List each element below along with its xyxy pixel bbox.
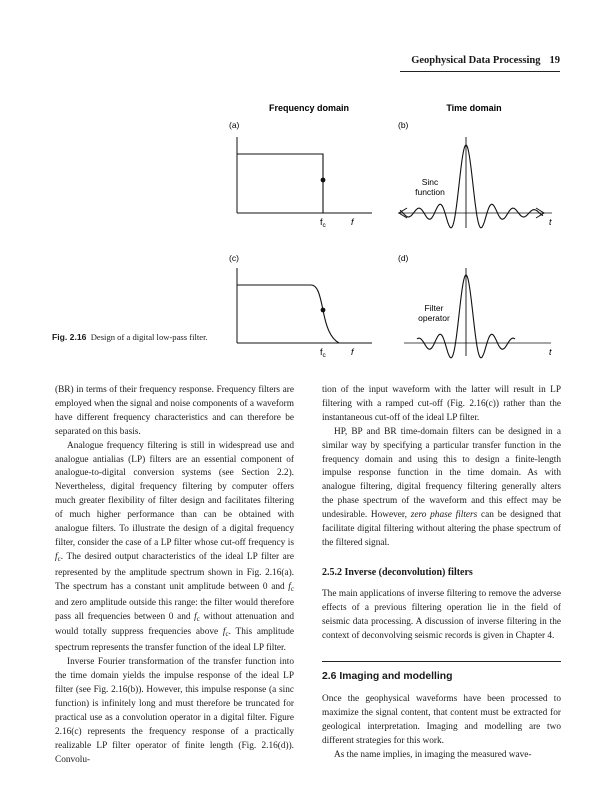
panel-c-fc-label: $f_c$ xyxy=(320,347,326,359)
paragraph-right-4: Once the geophysical waveforms have been processed to maximize the signal content, that content must be extracted for geological interpretation. Imaging and modelling are two different strategies for this work. xyxy=(322,694,561,747)
panel-c-f-axis-label: f xyxy=(351,347,354,357)
panel-a xyxy=(229,120,372,229)
frequency-domain-label: Frequency domain xyxy=(268,103,350,113)
sinc-label-line1: Sinc xyxy=(421,177,439,187)
running-header-title: Geophysical Data Processing xyxy=(411,55,541,66)
figure-caption xyxy=(52,331,212,344)
panel-d-t-axis-label: t xyxy=(549,347,552,357)
filter-label-line2: operator xyxy=(418,313,450,323)
time-domain-label: Time domain xyxy=(446,103,502,113)
paragraph-left-3: Inverse Fourier transformation of the transfer function into the time domain yields the impulse response of the ideal LP filter (see Fig. 2.16(b)). However, this impulse response (a sinc function) is infinitely long and must therefore be truncated for practical use as a convolution operator in a digital filter. Figure 2.16(c) represents the frequency response of a practically realizable LP filter operator of finite length (Fig. 2.16(d)). Convolu- xyxy=(55,657,294,765)
text-column-right xyxy=(322,384,561,763)
page-number: 19 xyxy=(549,55,560,66)
paragraph-right-5: As the name implies, in imaging the measured wave- xyxy=(334,749,532,760)
panel-a-label: (a) xyxy=(229,120,240,130)
panel-a-f-axis-label: f xyxy=(351,217,354,227)
section-heading-2-6: 2.6 Imaging and modelling xyxy=(322,671,453,683)
panel-a-cutoff-marker xyxy=(321,178,326,183)
caption-label: Fig. 2.16 xyxy=(52,332,87,342)
panel-d-label: (d) xyxy=(398,253,409,263)
panel-c-cutoff-marker xyxy=(321,308,326,313)
text-column-left xyxy=(55,384,294,767)
paragraph-right-2: HP, BP and BR time-domain filters can be designed in a similar way by specifying a particular transfer function in the frequency domain and using this to design a finite-length impulse response function in the time domain. As with analogue filtering, digital frequency filtering generally alters the phase spectrum of the waveform and this effect may be undesirable. However, zero phase filters can be designed that facilitate digital filtering without altering the phase spectrum of the filtered signal. xyxy=(322,426,561,548)
paragraph-right-1: tion of the input waveform with the latter will result in LP filtering with a ramped cut-off (Fig. 2.16(c)) rather than the instantaneous cut-off of the ideal LP filter. xyxy=(322,385,561,423)
caption-text: Design of a digital low-pass filter. xyxy=(90,332,208,342)
paragraph-right-3: The main applications of inverse filtering to remove the adverse effects of a previous filtering operation lie in the field of seismic data processing. A discussion of inverse filtering in the context of deconvolving seismic records is given in Chapter 4. xyxy=(322,588,561,641)
panel-d xyxy=(398,253,552,358)
panel-b-t-axis-label: t xyxy=(549,217,552,227)
ideal-lp-spectrum xyxy=(237,154,323,213)
section-rule xyxy=(322,661,561,662)
panel-b-label: (b) xyxy=(398,120,409,130)
realizable-lp-spectrum xyxy=(237,285,339,343)
figure-2-16 xyxy=(0,0,613,370)
paragraph-left-1: (BR) in terms of their frequency response. Frequency filters are employed when the signal and noise components of a waveform have different frequency characteristics and can therefore be separated on this basis. xyxy=(55,385,294,437)
paragraph-left-2: Analogue frequency filtering is still in widespread use and analogue antialias (LP) filters are an essential component of analogue-to-digital conversion systems (see Section 2.2). Nevertheless, digital frequency filtering by computer offers much greater flexibility of filter design and facilitates filtering of much higher performance than can be obtained with analogue filters. To illustrate the design of a digital frequency filter, consider the case of a LP filter whose cut-off frequency is $f_c$. The desired output characteristics of the ideal LP filter are represented by the amplitude spectrum shown in Fig. 2.16(a). The spectrum has a constant unit amplitude between 0 and $f_c$ and zero amplitude outside this range: the filter would therefore pass all frequencies between 0 and $f_c$ without attenuation and would totally suppress frequencies above $f_c$. This amplitude spectrum represents the transfer function of the ideal LP filter. xyxy=(55,440,295,654)
sinc-label-line2: function xyxy=(415,187,445,197)
filter-label-line1: Filter xyxy=(424,303,444,313)
panel-c-label: (c) xyxy=(229,253,239,263)
panel-c xyxy=(229,253,372,359)
panel-a-fc-label: $f_c$ xyxy=(320,217,326,229)
section-heading-2-5-2: 2.5.2 Inverse (deconvolution) filters xyxy=(322,566,473,578)
panel-b xyxy=(398,120,552,228)
